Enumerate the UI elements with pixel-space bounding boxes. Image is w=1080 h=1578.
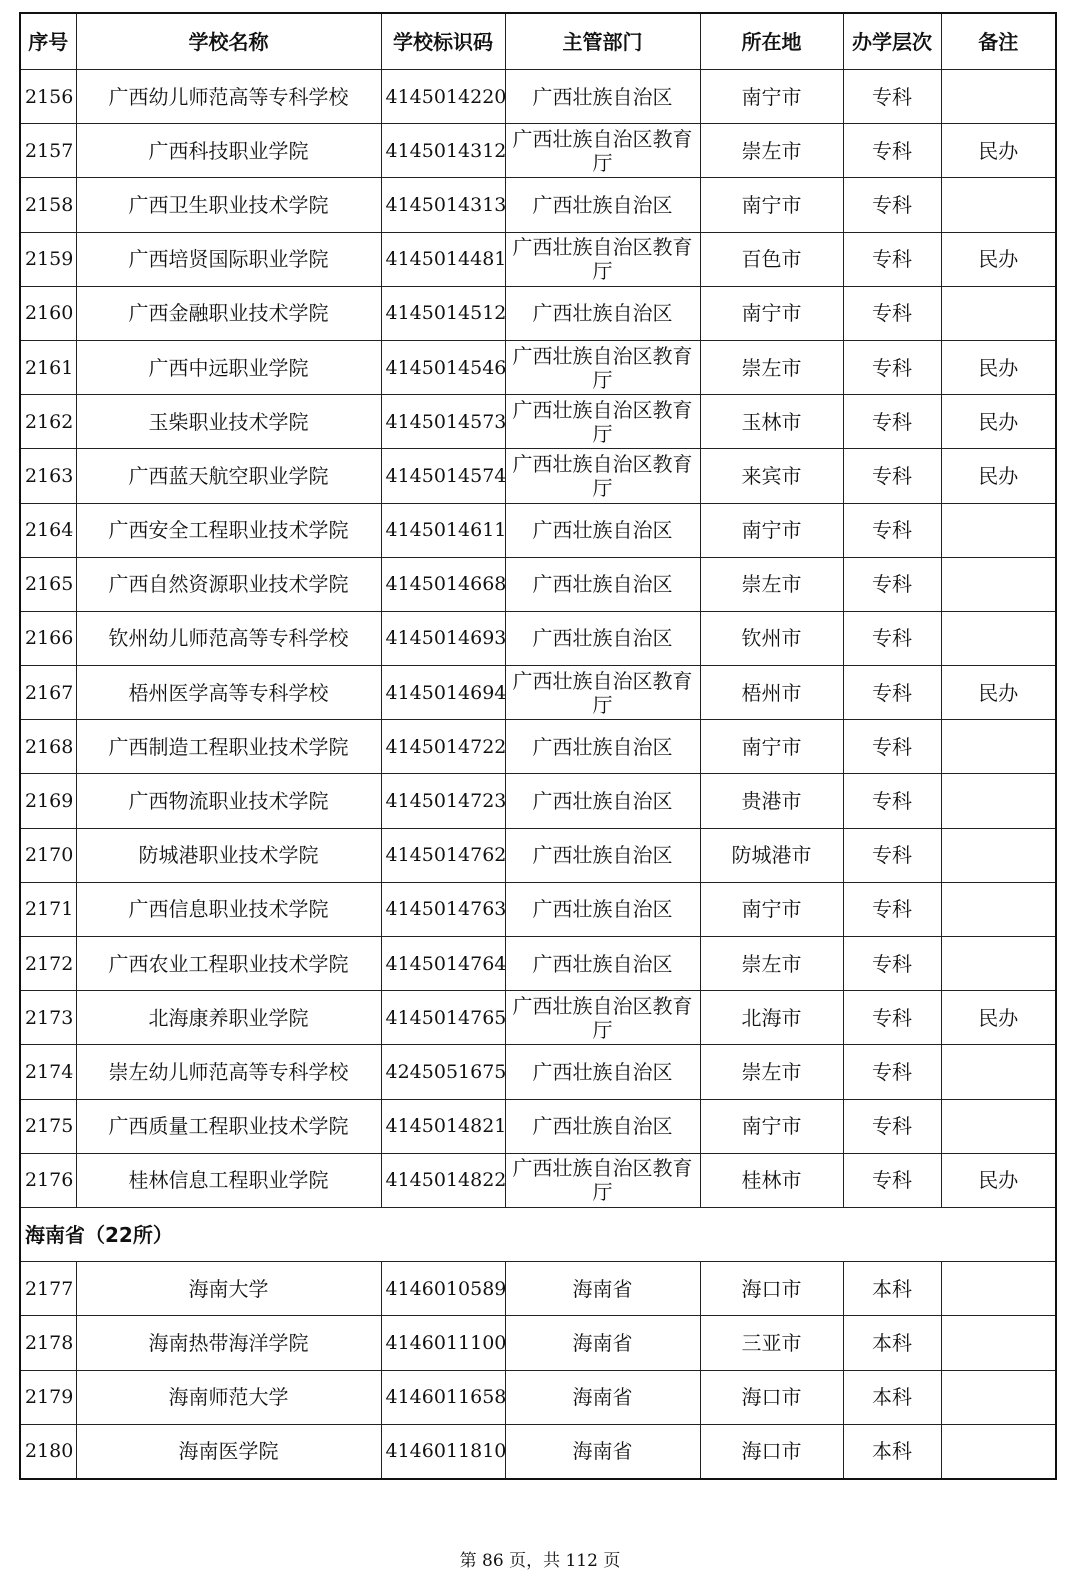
cell-note — [941, 70, 1056, 124]
table-row — [20, 1099, 1056, 1153]
cell-school-name: 广西科技职业学院 — [76, 124, 381, 178]
cell-department: 广西壮族自治区教育厅 — [505, 232, 700, 286]
cell-department: 广西壮族自治区 — [505, 286, 700, 340]
cell-note — [941, 1045, 1056, 1099]
cell-level: 专科 — [843, 937, 941, 991]
cell-school-code: 4145014822 — [381, 1153, 505, 1207]
cell-location: 贵港市 — [700, 774, 843, 828]
cell-level: 专科 — [843, 395, 941, 449]
cell-note — [941, 774, 1056, 828]
cell-department: 广西壮族自治区教育厅 — [505, 449, 700, 503]
cell-department: 广西壮族自治区教育厅 — [505, 395, 700, 449]
table-row — [20, 1153, 1056, 1207]
header-note: 备注 — [941, 13, 1056, 70]
header-department: 主管部门 — [505, 13, 700, 70]
cell-school-code: 4145014312 — [381, 124, 505, 178]
cell-level: 专科 — [843, 340, 941, 394]
cell-school-code: 4145014722 — [381, 720, 505, 774]
cell-level: 专科 — [843, 666, 941, 720]
cell-serial: 2162 — [20, 395, 76, 449]
cell-serial: 2168 — [20, 720, 76, 774]
table-row — [20, 449, 1056, 503]
table-row — [20, 720, 1056, 774]
cell-serial: 2178 — [20, 1316, 76, 1370]
table-row — [20, 70, 1056, 124]
cell-department: 广西壮族自治区 — [505, 774, 700, 828]
cell-serial: 2169 — [20, 774, 76, 828]
cell-department: 广西壮族自治区 — [505, 557, 700, 611]
cell-location: 梧州市 — [700, 666, 843, 720]
cell-department: 广西壮族自治区教育厅 — [505, 666, 700, 720]
cell-serial: 2176 — [20, 1153, 76, 1207]
cell-department: 广西壮族自治区 — [505, 882, 700, 936]
cell-location: 玉林市 — [700, 395, 843, 449]
table-row — [20, 178, 1056, 232]
table-row — [20, 1424, 1056, 1479]
cell-level: 专科 — [843, 232, 941, 286]
cell-school-name: 桂林信息工程职业学院 — [76, 1153, 381, 1207]
cell-department: 广西壮族自治区教育厅 — [505, 340, 700, 394]
cell-school-name: 钦州幼儿师范高等专科学校 — [76, 611, 381, 665]
cell-department: 广西壮族自治区 — [505, 1099, 700, 1153]
cell-school-code: 4145014764 — [381, 937, 505, 991]
cell-level: 专科 — [843, 1099, 941, 1153]
cell-level: 专科 — [843, 611, 941, 665]
cell-serial: 2166 — [20, 611, 76, 665]
cell-department: 广西壮族自治区教育厅 — [505, 991, 700, 1045]
cell-level: 专科 — [843, 991, 941, 1045]
cell-school-name: 广西质量工程职业技术学院 — [76, 1099, 381, 1153]
cell-note — [941, 1262, 1056, 1316]
cell-department: 海南省 — [505, 1370, 700, 1424]
cell-school-name: 梧州医学高等专科学校 — [76, 666, 381, 720]
cell-serial: 2160 — [20, 286, 76, 340]
page-footer: 第 86 页，共 112 页 — [459, 1551, 621, 1571]
table-row — [20, 666, 1056, 720]
cell-level: 专科 — [843, 178, 941, 232]
cell-department: 海南省 — [505, 1316, 700, 1370]
cell-level: 专科 — [843, 774, 941, 828]
cell-note: 民办 — [941, 232, 1056, 286]
header-school-code: 学校标识码 — [381, 13, 505, 70]
cell-location: 桂林市 — [700, 1153, 843, 1207]
table-row — [20, 1262, 1056, 1316]
cell-school-code: 4145014694 — [381, 666, 505, 720]
cell-department: 海南省 — [505, 1262, 700, 1316]
cell-school-code: 4146011810 — [381, 1424, 505, 1479]
cell-school-name: 广西农业工程职业技术学院 — [76, 937, 381, 991]
cell-school-name: 广西自然资源职业技术学院 — [76, 557, 381, 611]
cell-department: 广西壮族自治区 — [505, 503, 700, 557]
cell-level: 专科 — [843, 449, 941, 503]
cell-serial: 2171 — [20, 882, 76, 936]
table-row — [20, 1370, 1056, 1424]
cell-serial: 2159 — [20, 232, 76, 286]
cell-serial: 2167 — [20, 666, 76, 720]
cell-note: 民办 — [941, 666, 1056, 720]
section-title: 海南省（22所） — [20, 1207, 1056, 1261]
cell-school-code: 4146011658 — [381, 1370, 505, 1424]
section-row — [20, 1207, 1056, 1261]
table-row — [20, 124, 1056, 178]
cell-location: 崇左市 — [700, 124, 843, 178]
cell-level: 专科 — [843, 503, 941, 557]
cell-note — [941, 1099, 1056, 1153]
cell-level: 专科 — [843, 882, 941, 936]
cell-serial: 2164 — [20, 503, 76, 557]
cell-school-code: 4145014313 — [381, 178, 505, 232]
cell-department: 广西壮族自治区 — [505, 720, 700, 774]
table-row — [20, 503, 1056, 557]
cell-serial: 2175 — [20, 1099, 76, 1153]
table-row — [20, 286, 1056, 340]
cell-school-code: 4145014573 — [381, 395, 505, 449]
cell-note: 民办 — [941, 124, 1056, 178]
cell-location: 海口市 — [700, 1424, 843, 1479]
cell-level: 专科 — [843, 286, 941, 340]
cell-note: 民办 — [941, 340, 1056, 394]
cell-location: 钦州市 — [700, 611, 843, 665]
cell-note — [941, 178, 1056, 232]
cell-department: 广西壮族自治区 — [505, 828, 700, 882]
cell-location: 海口市 — [700, 1262, 843, 1316]
cell-serial: 2163 — [20, 449, 76, 503]
table-row — [20, 232, 1056, 286]
table-row — [20, 340, 1056, 394]
cell-school-code: 4145014723 — [381, 774, 505, 828]
cell-school-name: 海南医学院 — [76, 1424, 381, 1479]
table-row — [20, 557, 1056, 611]
cell-department: 广西壮族自治区 — [505, 178, 700, 232]
cell-location: 来宾市 — [700, 449, 843, 503]
table-row — [20, 991, 1056, 1045]
cell-school-code: 4245051675 — [381, 1045, 505, 1099]
cell-level: 专科 — [843, 557, 941, 611]
cell-department: 广西壮族自治区 — [505, 611, 700, 665]
cell-school-code: 4146011100 — [381, 1316, 505, 1370]
cell-serial: 2158 — [20, 178, 76, 232]
cell-location: 崇左市 — [700, 1045, 843, 1099]
cell-note — [941, 1424, 1056, 1479]
cell-department: 广西壮族自治区教育厅 — [505, 124, 700, 178]
cell-school-code: 4145014763 — [381, 882, 505, 936]
cell-department: 广西壮族自治区 — [505, 70, 700, 124]
cell-location: 南宁市 — [700, 70, 843, 124]
cell-school-name: 北海康养职业学院 — [76, 991, 381, 1045]
cell-school-code: 4145014611 — [381, 503, 505, 557]
cell-location: 三亚市 — [700, 1316, 843, 1370]
cell-location: 南宁市 — [700, 720, 843, 774]
cell-note — [941, 720, 1056, 774]
cell-school-name: 玉柴职业技术学院 — [76, 395, 381, 449]
cell-location: 南宁市 — [700, 1099, 843, 1153]
cell-level: 本科 — [843, 1424, 941, 1479]
cell-school-code: 4146010589 — [381, 1262, 505, 1316]
cell-level: 本科 — [843, 1316, 941, 1370]
cell-note — [941, 937, 1056, 991]
cell-note: 民办 — [941, 1153, 1056, 1207]
cell-serial: 2180 — [20, 1424, 76, 1479]
cell-note: 民办 — [941, 395, 1056, 449]
cell-serial: 2156 — [20, 70, 76, 124]
cell-note — [941, 882, 1056, 936]
cell-school-name: 海南大学 — [76, 1262, 381, 1316]
cell-school-name: 防城港职业技术学院 — [76, 828, 381, 882]
cell-serial: 2157 — [20, 124, 76, 178]
cell-level: 专科 — [843, 124, 941, 178]
cell-location: 南宁市 — [700, 286, 843, 340]
cell-school-code: 4145014668 — [381, 557, 505, 611]
cell-note — [941, 611, 1056, 665]
cell-location: 南宁市 — [700, 503, 843, 557]
header-level: 办学层次 — [843, 13, 941, 70]
cell-school-name: 广西培贤国际职业学院 — [76, 232, 381, 286]
cell-department: 广西壮族自治区 — [505, 1045, 700, 1099]
cell-location: 海口市 — [700, 1370, 843, 1424]
cell-note — [941, 286, 1056, 340]
cell-location: 崇左市 — [700, 340, 843, 394]
header-row — [20, 13, 1056, 70]
cell-school-code: 4145014512 — [381, 286, 505, 340]
cell-serial: 2173 — [20, 991, 76, 1045]
cell-note — [941, 557, 1056, 611]
cell-note — [941, 1370, 1056, 1424]
cell-serial: 2177 — [20, 1262, 76, 1316]
cell-level: 专科 — [843, 70, 941, 124]
cell-location: 防城港市 — [700, 828, 843, 882]
cell-note: 民办 — [941, 991, 1056, 1045]
cell-school-code: 4145014481 — [381, 232, 505, 286]
cell-serial: 2172 — [20, 937, 76, 991]
cell-school-code: 4145014821 — [381, 1099, 505, 1153]
cell-serial: 2165 — [20, 557, 76, 611]
cell-location: 崇左市 — [700, 937, 843, 991]
cell-level: 专科 — [843, 1153, 941, 1207]
cell-school-name: 广西幼儿师范高等专科学校 — [76, 70, 381, 124]
header-school-name: 学校名称 — [76, 13, 381, 70]
cell-note — [941, 828, 1056, 882]
cell-department: 广西壮族自治区教育厅 — [505, 1153, 700, 1207]
cell-location: 崇左市 — [700, 557, 843, 611]
cell-school-name: 崇左幼儿师范高等专科学校 — [76, 1045, 381, 1099]
cell-note — [941, 1316, 1056, 1370]
cell-school-code: 4145014765 — [381, 991, 505, 1045]
cell-school-name: 广西中远职业学院 — [76, 340, 381, 394]
table-row — [20, 937, 1056, 991]
cell-location: 南宁市 — [700, 882, 843, 936]
cell-school-name: 广西卫生职业技术学院 — [76, 178, 381, 232]
cell-level: 本科 — [843, 1262, 941, 1316]
cell-department: 海南省 — [505, 1424, 700, 1479]
cell-level: 专科 — [843, 828, 941, 882]
cell-school-name: 广西安全工程职业技术学院 — [76, 503, 381, 557]
cell-school-name: 海南热带海洋学院 — [76, 1316, 381, 1370]
cell-serial: 2161 — [20, 340, 76, 394]
cell-serial: 2179 — [20, 1370, 76, 1424]
cell-school-name: 海南师范大学 — [76, 1370, 381, 1424]
cell-level: 专科 — [843, 1045, 941, 1099]
cell-level: 本科 — [843, 1370, 941, 1424]
cell-school-code: 4145014574 — [381, 449, 505, 503]
table-row — [20, 1045, 1056, 1099]
table-row — [20, 774, 1056, 828]
table-row — [20, 882, 1056, 936]
cell-serial: 2174 — [20, 1045, 76, 1099]
cell-location: 南宁市 — [700, 178, 843, 232]
cell-note: 民办 — [941, 449, 1056, 503]
cell-school-name: 广西金融职业技术学院 — [76, 286, 381, 340]
cell-school-name: 广西蓝天航空职业学院 — [76, 449, 381, 503]
table-row — [20, 611, 1056, 665]
cell-school-name: 广西物流职业技术学院 — [76, 774, 381, 828]
cell-school-name: 广西信息职业技术学院 — [76, 882, 381, 936]
cell-school-name: 广西制造工程职业技术学院 — [76, 720, 381, 774]
cell-location: 百色市 — [700, 232, 843, 286]
cell-location: 北海市 — [700, 991, 843, 1045]
cell-school-code: 4145014546 — [381, 340, 505, 394]
schools-table — [19, 12, 1057, 1480]
cell-serial: 2170 — [20, 828, 76, 882]
cell-note — [941, 503, 1056, 557]
cell-school-code: 4145014220 — [381, 70, 505, 124]
header-location: 所在地 — [700, 13, 843, 70]
cell-school-code: 4145014762 — [381, 828, 505, 882]
table-row — [20, 395, 1056, 449]
cell-school-code: 4145014693 — [381, 611, 505, 665]
cell-department: 广西壮族自治区 — [505, 937, 700, 991]
header-serial: 序号 — [20, 13, 76, 70]
table-row — [20, 1316, 1056, 1370]
cell-level: 专科 — [843, 720, 941, 774]
table-row — [20, 828, 1056, 882]
